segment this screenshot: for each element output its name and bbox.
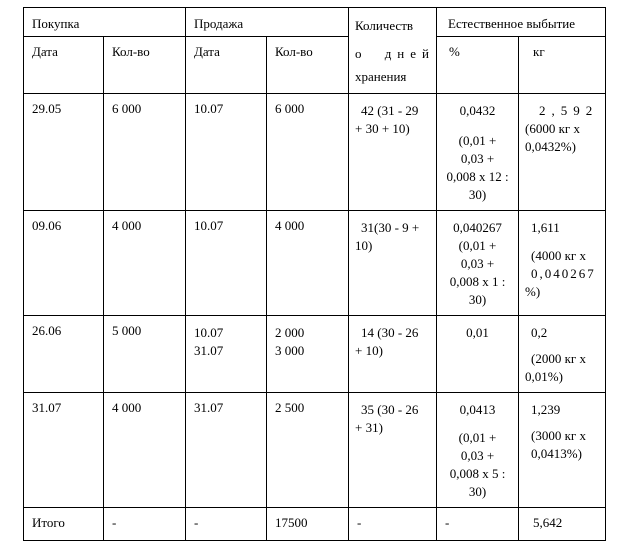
header-days-l2a: о (355, 46, 362, 61)
header-sale (186, 8, 349, 37)
row1-days-l1: 42 (31 - 29 (361, 103, 419, 118)
table-row (24, 94, 606, 211)
row3-kg-l3: 0,01%) (525, 369, 563, 384)
row1-pct-l4: 0,008 х 12 : (446, 169, 509, 184)
row1-pct-l5: 30) (468, 187, 487, 202)
row1-kg-l2: (6000 кг х (525, 121, 580, 136)
header-qty1-label: Кол-во (112, 44, 150, 59)
row3-sale-date-l2: 31.07 (194, 343, 224, 358)
row2-pct-l1: 0,040267 (453, 220, 502, 235)
header-purchase-label: Покупка (32, 16, 80, 31)
row3-purchase-qty-value: 5 000 (112, 323, 142, 338)
row4-pct-l2: (0,01 + (458, 430, 497, 445)
row4-kg-l3: 0,0413%) (531, 446, 582, 461)
row1-kg-l3: 0,0432%) (525, 139, 576, 154)
row2-pct-l2: (0,01 + (458, 238, 497, 253)
row1-pct-l3: 0,03 + (460, 151, 495, 166)
row4-kg (519, 393, 606, 508)
row2-days-l1: 31(30 - 9 + (361, 220, 420, 235)
row1-days-l2: + 30 + 10) (355, 121, 410, 136)
row2-purchase-qty (104, 211, 186, 316)
row1-sale-qty (267, 94, 349, 211)
row1-sale-qty-value: 6 000 (275, 101, 305, 116)
row4-days-l2: + 31) (355, 420, 383, 435)
total-sale-date-value: - (194, 515, 199, 530)
table-total-row (24, 508, 606, 541)
header-days-l2 (355, 45, 435, 63)
row3-sale-date (186, 316, 267, 393)
header-pct (437, 37, 519, 94)
row4-kg-l1: 1,239 (531, 402, 561, 417)
natural-loss-table (23, 7, 606, 541)
header-purchase (24, 8, 186, 37)
total-sale-date (186, 508, 267, 541)
header-loss (437, 8, 606, 37)
row4-pct-l1: 0,0413 (459, 402, 496, 417)
row4-days (349, 393, 437, 508)
total-pct (437, 508, 519, 541)
row1-pct-l2: (0,01 + (458, 133, 497, 148)
row3-pct-l1: 0,01 (466, 325, 489, 340)
row4-pct (437, 393, 519, 508)
row4-purchase-qty-value: 4 000 (112, 400, 142, 415)
row2-sale-date-value: 10.07 (194, 218, 224, 233)
total-kg (519, 508, 606, 541)
row2-purchase-qty-value: 4 000 (112, 218, 142, 233)
row1-purchase-qty (104, 94, 186, 211)
row2-pct-l5: 30) (468, 292, 487, 307)
total-label (24, 508, 104, 541)
row2-purchase-date (24, 211, 104, 316)
header-pct-label: % (449, 44, 460, 59)
row2-sale-qty-value: 4 000 (275, 218, 305, 233)
table-row (24, 316, 606, 393)
total-kg-value: 5,642 (533, 515, 563, 530)
row3-kg (519, 316, 606, 393)
row1-sale-date-value: 10.07 (194, 101, 224, 116)
header-sale-label: Продажа (194, 16, 244, 31)
header-days-l1: Количеств (355, 18, 414, 33)
header-days-l3: хранения (355, 69, 407, 84)
row3-kg-l2: (2000 кг х (531, 351, 586, 366)
row3-sale-qty-l2: 3 000 (275, 343, 305, 358)
total-sale-qty (267, 508, 349, 541)
row3-purchase-date-value: 26.06 (32, 323, 62, 338)
row2-sale-date (186, 211, 267, 316)
row3-days-l1: 14 (30 - 26 (361, 325, 419, 340)
row3-sale-qty-l1: 2 000 (275, 325, 305, 340)
row4-purchase-date-value: 31.07 (32, 400, 62, 415)
row2-pct-l3: 0,03 + (460, 256, 495, 271)
row4-sale-date-value: 31.07 (194, 400, 224, 415)
row2-pct-l4: 0,008 х 1 : (449, 274, 506, 289)
header-kg-label: кг (533, 44, 545, 59)
header-date1-label: Дата (32, 44, 58, 59)
header-date2-label: Дата (194, 44, 220, 59)
row1-purchase-date (24, 94, 104, 211)
header-qty2-label: Кол-во (275, 44, 313, 59)
total-purchase-qty-value: - (112, 515, 117, 530)
header-loss-label: Естественное выбытие (448, 16, 575, 31)
row2-days-l2: 10) (355, 238, 373, 253)
header-qty2 (267, 37, 349, 94)
row2-kg (519, 211, 606, 316)
row2-kg-l4: %) (525, 284, 541, 299)
row3-pct (437, 316, 519, 393)
total-purchase-qty (104, 508, 186, 541)
row4-kg-l2: (3000 кг х (531, 428, 586, 443)
row2-purchase-date-value: 09.06 (32, 218, 62, 233)
header-days (349, 8, 437, 94)
row1-kg (519, 94, 606, 211)
row4-purchase-date (24, 393, 104, 508)
total-pct-value: - (445, 515, 450, 530)
row4-days-l1: 35 (30 - 26 (361, 402, 419, 417)
row1-pct (437, 94, 519, 211)
row2-days (349, 211, 437, 316)
total-days (349, 508, 437, 541)
table-row (24, 393, 606, 508)
row4-pct-l3: 0,03 + (460, 448, 495, 463)
row1-sale-date (186, 94, 267, 211)
row3-purchase-qty (104, 316, 186, 393)
total-sale-qty-value: 17500 (275, 515, 308, 530)
row1-purchase-qty-value: 6 000 (112, 101, 142, 116)
row1-pct-l1: 0,0432 (459, 103, 496, 118)
row2-pct (437, 211, 519, 316)
row4-sale-qty-value: 2 500 (275, 400, 305, 415)
row1-days (349, 94, 437, 211)
row4-sale-qty (267, 393, 349, 508)
row1-kg-l1: 2,592 (539, 103, 599, 118)
row1-purchase-date-value: 29.05 (32, 101, 62, 116)
row3-sale-qty (267, 316, 349, 393)
row2-kg-l2: (4000 кг х (531, 248, 586, 263)
row4-sale-date (186, 393, 267, 508)
total-days-value: - (357, 515, 362, 530)
header-date1 (24, 37, 104, 94)
header-kg (519, 37, 606, 94)
header-days-l2b: дней (384, 46, 435, 61)
row3-sale-date-l1: 10.07 (194, 325, 224, 340)
row3-kg-l1: 0,2 (531, 325, 548, 340)
row4-pct-l4: 0,008 х 5 : (449, 466, 506, 481)
total-label-value: Итого (32, 515, 65, 530)
table-row (24, 211, 606, 316)
row2-kg-l1: 1,611 (531, 220, 560, 235)
row4-purchase-qty (104, 393, 186, 508)
header-qty1 (104, 37, 186, 94)
row2-sale-qty (267, 211, 349, 316)
row2-kg-l3: 0,040267 (531, 266, 596, 281)
row3-days-l2: + 10) (355, 343, 383, 358)
row3-days (349, 316, 437, 393)
row3-purchase-date (24, 316, 104, 393)
header-date2 (186, 37, 267, 94)
row4-pct-l5: 30) (468, 484, 487, 499)
